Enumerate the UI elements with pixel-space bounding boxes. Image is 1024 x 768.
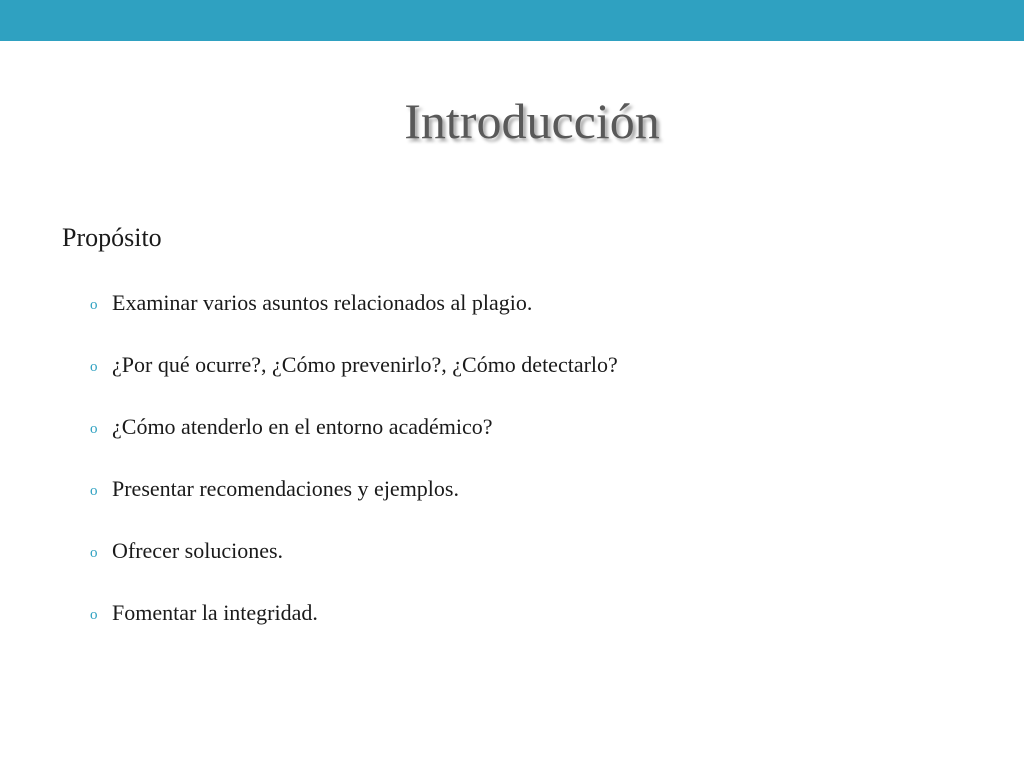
bullet-item bbox=[90, 531, 618, 593]
bullet-item bbox=[90, 283, 618, 345]
bullet-text: Fomentar la integridad. bbox=[112, 600, 318, 625]
circle-bullet-icon: o bbox=[90, 297, 98, 313]
bullet-item bbox=[90, 469, 618, 531]
circle-bullet-icon: o bbox=[90, 607, 98, 623]
top-accent-bar bbox=[0, 0, 1024, 41]
bullet-item bbox=[90, 593, 618, 655]
bullet-text: Examinar varios asuntos relacionados al plagio. bbox=[112, 290, 533, 315]
bullet-text: Ofrecer soluciones. bbox=[112, 538, 284, 563]
bullet-list bbox=[90, 283, 618, 655]
slide-title: Introducción bbox=[404, 93, 660, 149]
circle-bullet-icon: o bbox=[90, 421, 98, 437]
bullet-text: Presentar recomendaciones y ejemplos. bbox=[112, 476, 459, 501]
circle-bullet-icon: o bbox=[90, 545, 98, 561]
bullet-text: ¿Cómo atenderlo en el entorno académico? bbox=[112, 414, 493, 439]
bullet-item bbox=[90, 407, 618, 469]
bullet-item bbox=[90, 345, 618, 407]
circle-bullet-icon: o bbox=[90, 483, 98, 499]
circle-bullet-icon: o bbox=[90, 359, 98, 375]
section-subtitle: Propósito bbox=[62, 223, 162, 252]
bullet-text: ¿Por qué ocurre?, ¿Cómo prevenirlo?, ¿Cómo detectarlo? bbox=[112, 352, 618, 377]
